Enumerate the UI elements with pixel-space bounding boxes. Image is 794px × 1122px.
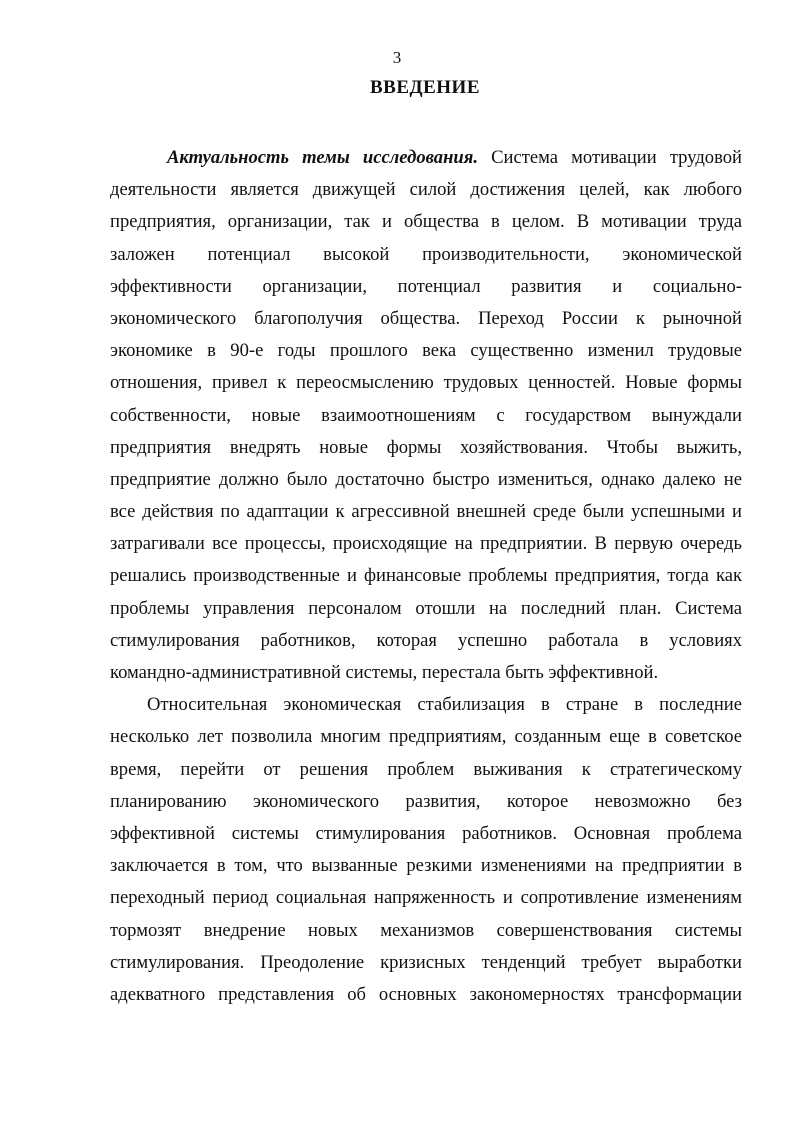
- paragraph-1-line: деятельности является движущей силой достижения целей, как любого: [110, 179, 742, 201]
- body-text: [110, 142, 742, 1011]
- paragraph-1-line: все действия по адаптации к агрессивной внешней среде были успешными и: [110, 501, 742, 523]
- paragraph-1-line: отношения, привел к переосмыслению трудовых ценностей. Новые формы: [110, 372, 742, 394]
- paragraph-2-line: заключается в том, что вызванные резкими изменениями на предприятии в: [110, 855, 742, 877]
- paragraph-1-line: предприятие должно было достаточно быстро измениться, однако далеко не: [110, 468, 742, 490]
- paragraph-2-line: Относительная экономическая стабилизация в стране в последние: [147, 694, 742, 716]
- paragraph-1-line: проблемы управления персоналом отошли на последний план. Система: [110, 597, 742, 619]
- section-title: ВВЕДЕНИЕ: [370, 77, 480, 98]
- paragraph-2-line: тормозят внедрение новых механизмов совершенствования системы: [110, 919, 742, 941]
- paragraph-1-line: эффективности организации, потенциал развития и социально-: [110, 275, 742, 297]
- paragraph-2-line: несколько лет позволила многим предприятиям, созданным еще в советское: [110, 726, 742, 748]
- paragraph-1-line: экономического благополучия общества. Переход России к рыночной: [110, 307, 742, 329]
- paragraph-1-line: командно-административной системы, перестала быть эффективной.: [110, 662, 659, 683]
- paragraph-1-line: затрагивали все процессы, происходящие на предприятии. В первую очередь: [110, 533, 742, 555]
- paragraph-1-line: предприятия внедрять новые формы хозяйствования. Чтобы выжить,: [110, 436, 742, 458]
- paragraph-1-line: экономике в 90-е годы прошлого века существенно изменил трудовые: [110, 340, 742, 362]
- paragraph-1-line: стимулирования работников, которая успешно работала в условиях: [110, 629, 742, 651]
- paragraph-1-line: предприятия, организации, так и общества в целом. В мотивации труда: [110, 211, 742, 233]
- paragraph-2-line: адекватного представления об основных закономерностях трансформации: [110, 983, 742, 1005]
- paragraph-lead: Актуальность темы исследования.: [167, 147, 478, 168]
- paragraph-2-line: эффективной системы стимулирования работников. Основная проблема: [110, 822, 742, 844]
- paragraph-2-line: стимулирования. Преодоление кризисных тенденций требует выработки: [110, 951, 742, 973]
- paragraph-1-first-line-text: Система мотивации трудовой: [478, 147, 743, 168]
- paragraph-1-line: решались производственные и финансовые проблемы предприятия, тогда как: [110, 565, 742, 587]
- paragraph-2-line: планированию экономического развития, которое невозможно без: [110, 790, 742, 812]
- page-number: 3: [392, 48, 402, 67]
- paragraph-1-line: собственности, новые взаимоотношениям с государством вынуждали: [110, 404, 742, 426]
- paragraph-2-line: переходный период социальная напряженность и сопротивление изменениям: [110, 887, 742, 909]
- paragraph-1-line-1: [110, 142, 742, 174]
- paragraph-1-line: заложен потенциал высокой производительности, экономической: [110, 243, 742, 265]
- paragraph-2-line: время, перейти от решения проблем выживания к стратегическому: [110, 758, 742, 780]
